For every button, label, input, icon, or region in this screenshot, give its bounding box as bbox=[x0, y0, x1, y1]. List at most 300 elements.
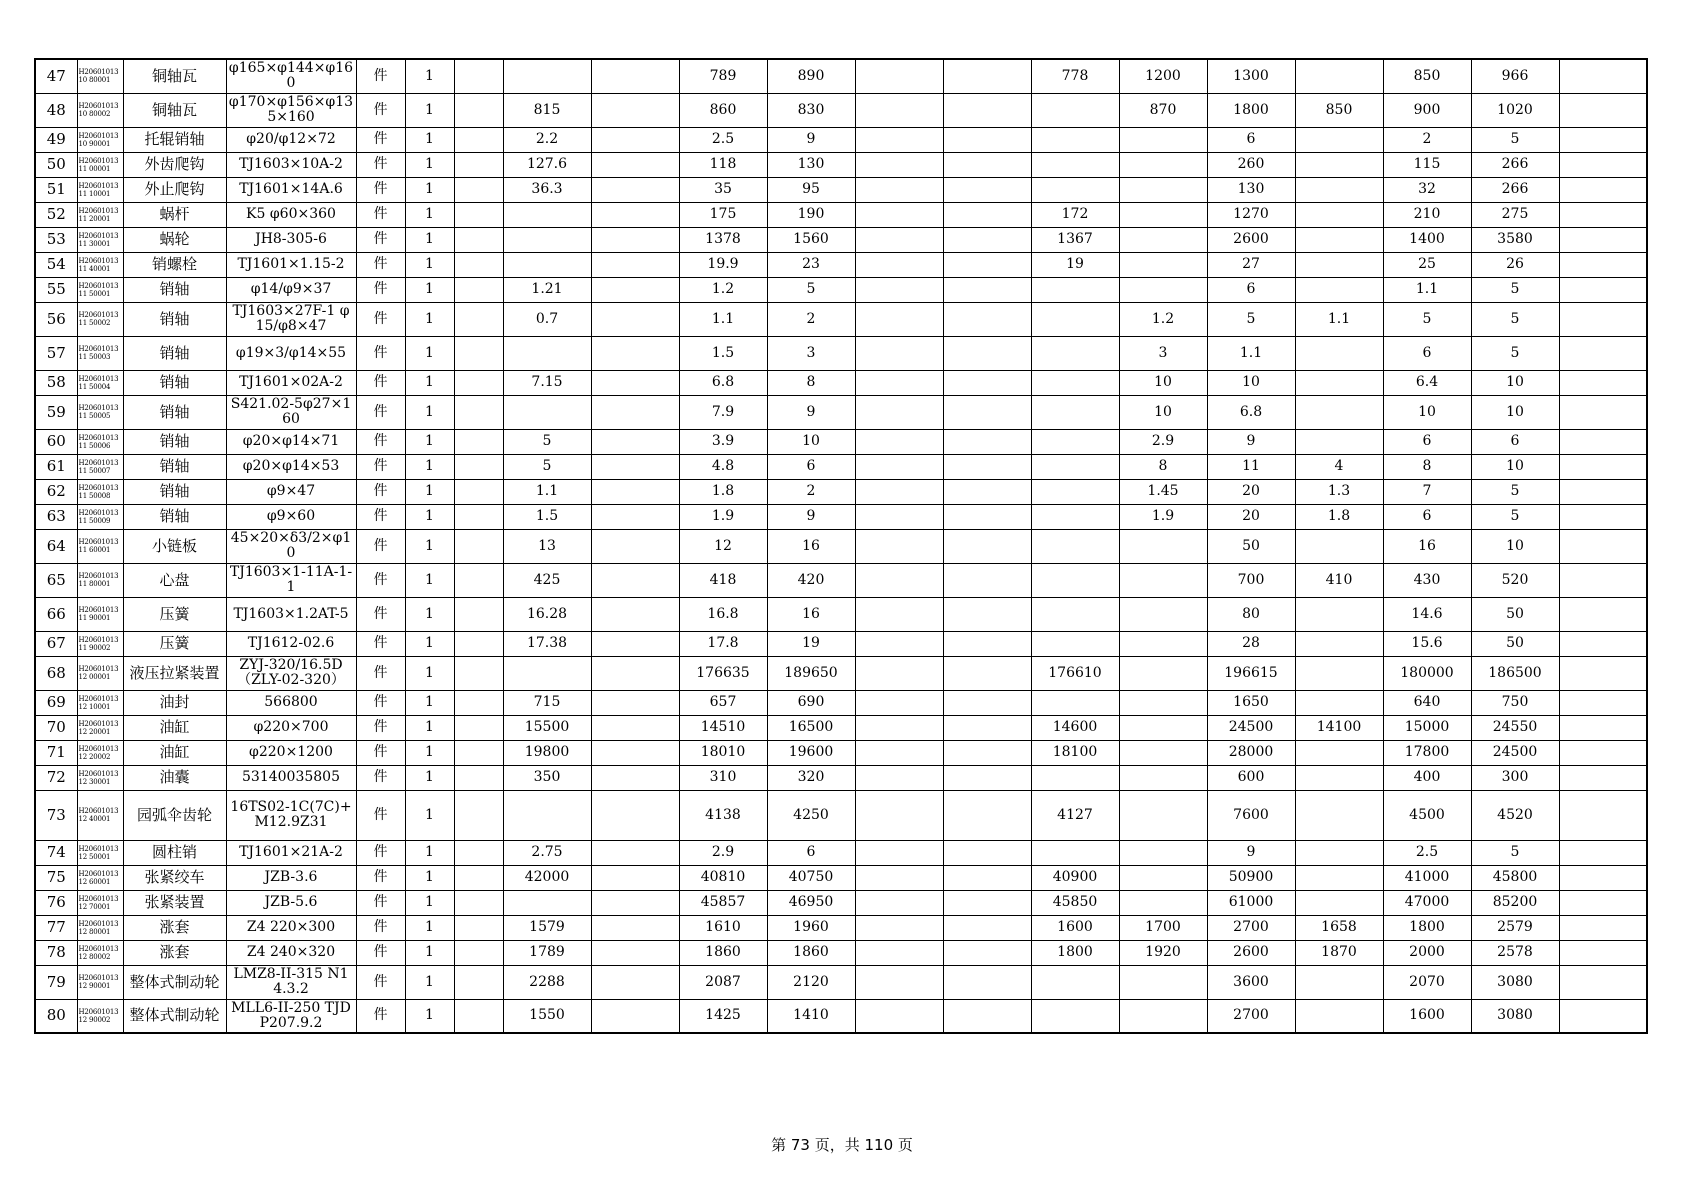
price-col-8 bbox=[1031, 93, 1119, 127]
price-col-11 bbox=[1295, 152, 1383, 177]
price-col-4: 789 bbox=[679, 59, 767, 93]
price-col-8 bbox=[1031, 429, 1119, 454]
price-col-3 bbox=[591, 715, 679, 740]
material-code: H2060101311 50001 bbox=[77, 277, 123, 302]
price-col-9 bbox=[1119, 965, 1207, 999]
item-spec: TJ1603×1.2AT-5 bbox=[226, 597, 356, 631]
price-col-4: 3.9 bbox=[679, 429, 767, 454]
price-col-5: 2 bbox=[767, 302, 855, 336]
table-row bbox=[35, 563, 1647, 597]
price-col-10: 27 bbox=[1207, 252, 1295, 277]
price-col-13: 266 bbox=[1471, 177, 1559, 202]
price-col-11: 1658 bbox=[1295, 915, 1383, 940]
price-col-3 bbox=[591, 790, 679, 840]
price-col-4: 1.9 bbox=[679, 504, 767, 529]
price-col-7 bbox=[943, 93, 1031, 127]
price-col-8: 19 bbox=[1031, 252, 1119, 277]
price-col-13: 6 bbox=[1471, 429, 1559, 454]
price-col-8 bbox=[1031, 302, 1119, 336]
price-col-3 bbox=[591, 840, 679, 865]
price-col-6 bbox=[855, 597, 943, 631]
price-col-4: 657 bbox=[679, 690, 767, 715]
price-col-9 bbox=[1119, 890, 1207, 915]
price-col-4: 175 bbox=[679, 202, 767, 227]
unit: 件 bbox=[356, 890, 405, 915]
price-col-6 bbox=[855, 127, 943, 152]
row-number: 80 bbox=[35, 999, 77, 1033]
price-col-2: 1579 bbox=[503, 915, 591, 940]
price-col-5: 95 bbox=[767, 177, 855, 202]
price-col-13: 2578 bbox=[1471, 940, 1559, 965]
price-col-10: 700 bbox=[1207, 563, 1295, 597]
item-spec: TJ1603×10A-2 bbox=[226, 152, 356, 177]
price-col-12: 17800 bbox=[1383, 740, 1471, 765]
item-name: 销轴 bbox=[123, 336, 226, 370]
table-row bbox=[35, 656, 1647, 690]
price-col-8: 172 bbox=[1031, 202, 1119, 227]
table-row bbox=[35, 227, 1647, 252]
price-col-11 bbox=[1295, 59, 1383, 93]
price-col-1 bbox=[454, 454, 503, 479]
unit: 件 bbox=[356, 631, 405, 656]
price-col-10: 1.1 bbox=[1207, 336, 1295, 370]
price-col-2: 1.21 bbox=[503, 277, 591, 302]
price-col-3 bbox=[591, 152, 679, 177]
price-col-1 bbox=[454, 999, 503, 1033]
price-col-2: 7.15 bbox=[503, 370, 591, 395]
price-col-7 bbox=[943, 765, 1031, 790]
price-col-5: 10 bbox=[767, 429, 855, 454]
price-col-9 bbox=[1119, 529, 1207, 563]
unit: 件 bbox=[356, 965, 405, 999]
quantity: 1 bbox=[405, 790, 454, 840]
price-col-4: 1.8 bbox=[679, 479, 767, 504]
price-col-8 bbox=[1031, 999, 1119, 1033]
price-col-9 bbox=[1119, 631, 1207, 656]
unit: 件 bbox=[356, 252, 405, 277]
price-col-8 bbox=[1031, 563, 1119, 597]
price-col-9 bbox=[1119, 999, 1207, 1033]
material-code: H2060101311 80001 bbox=[77, 563, 123, 597]
price-col-11 bbox=[1295, 529, 1383, 563]
price-col-10: 6.8 bbox=[1207, 395, 1295, 429]
price-col-10: 1650 bbox=[1207, 690, 1295, 715]
quantity: 1 bbox=[405, 336, 454, 370]
price-col-14 bbox=[1559, 715, 1647, 740]
price-col-9: 1700 bbox=[1119, 915, 1207, 940]
unit: 件 bbox=[356, 999, 405, 1033]
price-col-7 bbox=[943, 631, 1031, 656]
row-number: 50 bbox=[35, 152, 77, 177]
price-col-12: 2.5 bbox=[1383, 840, 1471, 865]
price-col-5: 16 bbox=[767, 597, 855, 631]
material-code: H2060101311 50009 bbox=[77, 504, 123, 529]
price-col-14 bbox=[1559, 790, 1647, 840]
price-col-5: 690 bbox=[767, 690, 855, 715]
price-col-7 bbox=[943, 202, 1031, 227]
price-col-14 bbox=[1559, 429, 1647, 454]
table-row bbox=[35, 302, 1647, 336]
price-col-11 bbox=[1295, 740, 1383, 765]
price-col-4: 860 bbox=[679, 93, 767, 127]
price-col-12: 32 bbox=[1383, 177, 1471, 202]
price-col-4: 1.5 bbox=[679, 336, 767, 370]
price-col-1 bbox=[454, 940, 503, 965]
price-col-7 bbox=[943, 59, 1031, 93]
price-col-14 bbox=[1559, 454, 1647, 479]
price-col-6 bbox=[855, 277, 943, 302]
item-spec: LMZ8-II-315 N14.3.2 bbox=[226, 965, 356, 999]
price-col-8: 1800 bbox=[1031, 940, 1119, 965]
table-row bbox=[35, 865, 1647, 890]
quantity: 1 bbox=[405, 59, 454, 93]
price-col-12: 2000 bbox=[1383, 940, 1471, 965]
price-col-5: 9 bbox=[767, 504, 855, 529]
price-col-1 bbox=[454, 597, 503, 631]
quantity: 1 bbox=[405, 370, 454, 395]
price-col-8 bbox=[1031, 336, 1119, 370]
price-col-10: 1300 bbox=[1207, 59, 1295, 93]
price-col-2: 1550 bbox=[503, 999, 591, 1033]
price-col-14 bbox=[1559, 152, 1647, 177]
price-col-1 bbox=[454, 656, 503, 690]
price-col-5: 320 bbox=[767, 765, 855, 790]
quantity: 1 bbox=[405, 479, 454, 504]
table-row bbox=[35, 740, 1647, 765]
price-col-4: 1.2 bbox=[679, 277, 767, 302]
table-row bbox=[35, 915, 1647, 940]
price-col-5: 1410 bbox=[767, 999, 855, 1033]
row-number: 61 bbox=[35, 454, 77, 479]
price-col-10: 50900 bbox=[1207, 865, 1295, 890]
price-col-5: 16 bbox=[767, 529, 855, 563]
material-code: H2060101312 30001 bbox=[77, 765, 123, 790]
price-col-6 bbox=[855, 429, 943, 454]
price-col-10: 5 bbox=[1207, 302, 1295, 336]
price-col-9: 2.9 bbox=[1119, 429, 1207, 454]
price-col-5: 6 bbox=[767, 454, 855, 479]
price-col-8 bbox=[1031, 152, 1119, 177]
price-col-13: 50 bbox=[1471, 631, 1559, 656]
material-code: H2060101312 80001 bbox=[77, 915, 123, 940]
row-number: 78 bbox=[35, 940, 77, 965]
price-col-14 bbox=[1559, 277, 1647, 302]
price-col-1 bbox=[454, 93, 503, 127]
item-name: 销轴 bbox=[123, 395, 226, 429]
price-col-7 bbox=[943, 302, 1031, 336]
item-spec: Z4 240×320 bbox=[226, 940, 356, 965]
material-code: H2060101312 60001 bbox=[77, 865, 123, 890]
item-name: 外止爬钩 bbox=[123, 177, 226, 202]
price-col-3 bbox=[591, 890, 679, 915]
price-col-6 bbox=[855, 563, 943, 597]
price-col-2: 1.5 bbox=[503, 504, 591, 529]
price-col-8 bbox=[1031, 454, 1119, 479]
unit: 件 bbox=[356, 454, 405, 479]
price-col-12: 115 bbox=[1383, 152, 1471, 177]
price-col-6 bbox=[855, 631, 943, 656]
material-code: H2060101311 30001 bbox=[77, 227, 123, 252]
price-col-11 bbox=[1295, 631, 1383, 656]
material-code: H2060101312 10001 bbox=[77, 690, 123, 715]
price-col-9 bbox=[1119, 563, 1207, 597]
price-col-5: 19 bbox=[767, 631, 855, 656]
price-col-14 bbox=[1559, 915, 1647, 940]
price-col-5: 23 bbox=[767, 252, 855, 277]
price-col-10: 2700 bbox=[1207, 915, 1295, 940]
item-spec: Z4 220×300 bbox=[226, 915, 356, 940]
price-col-14 bbox=[1559, 370, 1647, 395]
price-col-9 bbox=[1119, 656, 1207, 690]
price-col-1 bbox=[454, 152, 503, 177]
price-col-9 bbox=[1119, 152, 1207, 177]
table-row bbox=[35, 93, 1647, 127]
price-col-14 bbox=[1559, 690, 1647, 715]
price-col-14 bbox=[1559, 656, 1647, 690]
price-col-10: 11 bbox=[1207, 454, 1295, 479]
material-code: H2060101311 50008 bbox=[77, 479, 123, 504]
price-col-9: 1.2 bbox=[1119, 302, 1207, 336]
table-row bbox=[35, 429, 1647, 454]
price-col-13: 3080 bbox=[1471, 999, 1559, 1033]
item-spec: φ9×60 bbox=[226, 504, 356, 529]
price-col-2: 5 bbox=[503, 429, 591, 454]
price-col-4: 12 bbox=[679, 529, 767, 563]
quantity: 1 bbox=[405, 940, 454, 965]
item-spec: ZYJ-320/16.5D（ZLY-02-320） bbox=[226, 656, 356, 690]
price-col-5: 2120 bbox=[767, 965, 855, 999]
table-row bbox=[35, 370, 1647, 395]
price-col-6 bbox=[855, 940, 943, 965]
table-row bbox=[35, 395, 1647, 429]
price-col-10: 24500 bbox=[1207, 715, 1295, 740]
quantity: 1 bbox=[405, 656, 454, 690]
material-code: H2060101312 20002 bbox=[77, 740, 123, 765]
price-col-6 bbox=[855, 479, 943, 504]
price-col-1 bbox=[454, 302, 503, 336]
price-col-12: 640 bbox=[1383, 690, 1471, 715]
price-col-12: 1.1 bbox=[1383, 277, 1471, 302]
item-spec: K5 φ60×360 bbox=[226, 202, 356, 227]
price-col-13: 4520 bbox=[1471, 790, 1559, 840]
price-col-6 bbox=[855, 504, 943, 529]
item-spec: TJ1601×14A.6 bbox=[226, 177, 356, 202]
price-col-8: 1367 bbox=[1031, 227, 1119, 252]
price-col-2: 127.6 bbox=[503, 152, 591, 177]
unit: 件 bbox=[356, 127, 405, 152]
quantity: 1 bbox=[405, 252, 454, 277]
price-col-10: 9 bbox=[1207, 840, 1295, 865]
quantity: 1 bbox=[405, 227, 454, 252]
price-col-11 bbox=[1295, 656, 1383, 690]
price-col-4: 7.9 bbox=[679, 395, 767, 429]
price-col-13: 2579 bbox=[1471, 915, 1559, 940]
price-col-10: 3600 bbox=[1207, 965, 1295, 999]
unit: 件 bbox=[356, 152, 405, 177]
price-col-3 bbox=[591, 765, 679, 790]
price-col-9 bbox=[1119, 202, 1207, 227]
price-col-9 bbox=[1119, 765, 1207, 790]
item-spec: TJ1601×1.15-2 bbox=[226, 252, 356, 277]
item-spec: MLL6-II-250 TJDP207.9.2 bbox=[226, 999, 356, 1033]
item-spec: JZB-5.6 bbox=[226, 890, 356, 915]
price-col-6 bbox=[855, 690, 943, 715]
price-col-1 bbox=[454, 202, 503, 227]
material-code: H2060101312 90002 bbox=[77, 999, 123, 1033]
quantity: 1 bbox=[405, 202, 454, 227]
item-name: 油囊 bbox=[123, 765, 226, 790]
price-col-14 bbox=[1559, 177, 1647, 202]
row-number: 70 bbox=[35, 715, 77, 740]
price-col-11 bbox=[1295, 840, 1383, 865]
price-col-7 bbox=[943, 656, 1031, 690]
price-col-7 bbox=[943, 563, 1031, 597]
material-code: H2060101311 10001 bbox=[77, 177, 123, 202]
price-col-13: 266 bbox=[1471, 152, 1559, 177]
item-spec: φ20×φ14×53 bbox=[226, 454, 356, 479]
price-col-14 bbox=[1559, 890, 1647, 915]
material-code: H2060101311 40001 bbox=[77, 252, 123, 277]
price-col-8: 14600 bbox=[1031, 715, 1119, 740]
price-col-9: 8 bbox=[1119, 454, 1207, 479]
price-col-10: 28 bbox=[1207, 631, 1295, 656]
price-col-2: 19800 bbox=[503, 740, 591, 765]
unit: 件 bbox=[356, 765, 405, 790]
price-col-11 bbox=[1295, 202, 1383, 227]
price-col-9: 10 bbox=[1119, 395, 1207, 429]
row-number: 55 bbox=[35, 277, 77, 302]
material-code: H2060101311 60001 bbox=[77, 529, 123, 563]
table-row bbox=[35, 840, 1647, 865]
row-number: 72 bbox=[35, 765, 77, 790]
price-col-2: 815 bbox=[503, 93, 591, 127]
price-col-14 bbox=[1559, 940, 1647, 965]
price-col-10: 2600 bbox=[1207, 940, 1295, 965]
price-col-6 bbox=[855, 152, 943, 177]
price-col-4: 1610 bbox=[679, 915, 767, 940]
row-number: 60 bbox=[35, 429, 77, 454]
price-col-5: 9 bbox=[767, 395, 855, 429]
price-col-8: 176610 bbox=[1031, 656, 1119, 690]
price-col-9 bbox=[1119, 740, 1207, 765]
price-col-7 bbox=[943, 865, 1031, 890]
quantity: 1 bbox=[405, 715, 454, 740]
price-col-8: 1600 bbox=[1031, 915, 1119, 940]
item-spec: 566800 bbox=[226, 690, 356, 715]
price-col-10: 80 bbox=[1207, 597, 1295, 631]
price-col-9 bbox=[1119, 277, 1207, 302]
price-col-7 bbox=[943, 227, 1031, 252]
price-col-2: 15500 bbox=[503, 715, 591, 740]
price-col-14 bbox=[1559, 563, 1647, 597]
unit: 件 bbox=[356, 177, 405, 202]
price-col-12: 850 bbox=[1383, 59, 1471, 93]
price-col-13: 26 bbox=[1471, 252, 1559, 277]
unit: 件 bbox=[356, 395, 405, 429]
table-row bbox=[35, 277, 1647, 302]
quantity: 1 bbox=[405, 597, 454, 631]
price-col-10: 6 bbox=[1207, 277, 1295, 302]
price-col-3 bbox=[591, 429, 679, 454]
price-col-11 bbox=[1295, 865, 1383, 890]
price-col-8 bbox=[1031, 479, 1119, 504]
price-col-13: 186500 bbox=[1471, 656, 1559, 690]
item-name: 销轴 bbox=[123, 479, 226, 504]
price-col-1 bbox=[454, 740, 503, 765]
price-col-7 bbox=[943, 790, 1031, 840]
price-col-6 bbox=[855, 454, 943, 479]
price-col-3 bbox=[591, 597, 679, 631]
material-code: H2060101310 80002 bbox=[77, 93, 123, 127]
price-col-14 bbox=[1559, 765, 1647, 790]
price-col-14 bbox=[1559, 965, 1647, 999]
price-col-12: 2070 bbox=[1383, 965, 1471, 999]
price-col-7 bbox=[943, 429, 1031, 454]
price-col-1 bbox=[454, 965, 503, 999]
price-col-2: 0.7 bbox=[503, 302, 591, 336]
price-col-12: 7 bbox=[1383, 479, 1471, 504]
price-col-14 bbox=[1559, 504, 1647, 529]
table-row bbox=[35, 790, 1647, 840]
price-col-5: 40750 bbox=[767, 865, 855, 890]
item-spec: 53140035805 bbox=[226, 765, 356, 790]
item-name: 销轴 bbox=[123, 370, 226, 395]
price-col-1 bbox=[454, 227, 503, 252]
item-name: 销轴 bbox=[123, 504, 226, 529]
price-col-3 bbox=[591, 504, 679, 529]
price-col-2: 16.28 bbox=[503, 597, 591, 631]
material-code: H2060101312 90001 bbox=[77, 965, 123, 999]
item-name: 涨套 bbox=[123, 940, 226, 965]
price-col-4: 14510 bbox=[679, 715, 767, 740]
price-col-6 bbox=[855, 715, 943, 740]
item-spec: φ9×47 bbox=[226, 479, 356, 504]
price-col-3 bbox=[591, 690, 679, 715]
price-col-7 bbox=[943, 915, 1031, 940]
quantity: 1 bbox=[405, 563, 454, 597]
quantity: 1 bbox=[405, 890, 454, 915]
price-col-7 bbox=[943, 454, 1031, 479]
price-col-2 bbox=[503, 890, 591, 915]
price-col-9 bbox=[1119, 790, 1207, 840]
item-name: 铜轴瓦 bbox=[123, 93, 226, 127]
price-col-11: 4 bbox=[1295, 454, 1383, 479]
price-col-14 bbox=[1559, 252, 1647, 277]
price-col-4: 4.8 bbox=[679, 454, 767, 479]
item-name: 蜗杆 bbox=[123, 202, 226, 227]
row-number: 49 bbox=[35, 127, 77, 152]
material-code: H2060101312 50001 bbox=[77, 840, 123, 865]
material-code: H2060101311 50004 bbox=[77, 370, 123, 395]
price-col-4: 2087 bbox=[679, 965, 767, 999]
price-col-12: 6 bbox=[1383, 336, 1471, 370]
row-number: 62 bbox=[35, 479, 77, 504]
price-col-12: 180000 bbox=[1383, 656, 1471, 690]
price-col-2: 425 bbox=[503, 563, 591, 597]
price-col-11 bbox=[1295, 177, 1383, 202]
row-number: 56 bbox=[35, 302, 77, 336]
price-col-3 bbox=[591, 656, 679, 690]
unit: 件 bbox=[356, 656, 405, 690]
price-col-1 bbox=[454, 631, 503, 656]
row-number: 58 bbox=[35, 370, 77, 395]
material-code: H2060101312 40001 bbox=[77, 790, 123, 840]
price-col-11 bbox=[1295, 765, 1383, 790]
table-row bbox=[35, 177, 1647, 202]
price-col-13: 85200 bbox=[1471, 890, 1559, 915]
material-code: H2060101311 50005 bbox=[77, 395, 123, 429]
price-col-9 bbox=[1119, 127, 1207, 152]
